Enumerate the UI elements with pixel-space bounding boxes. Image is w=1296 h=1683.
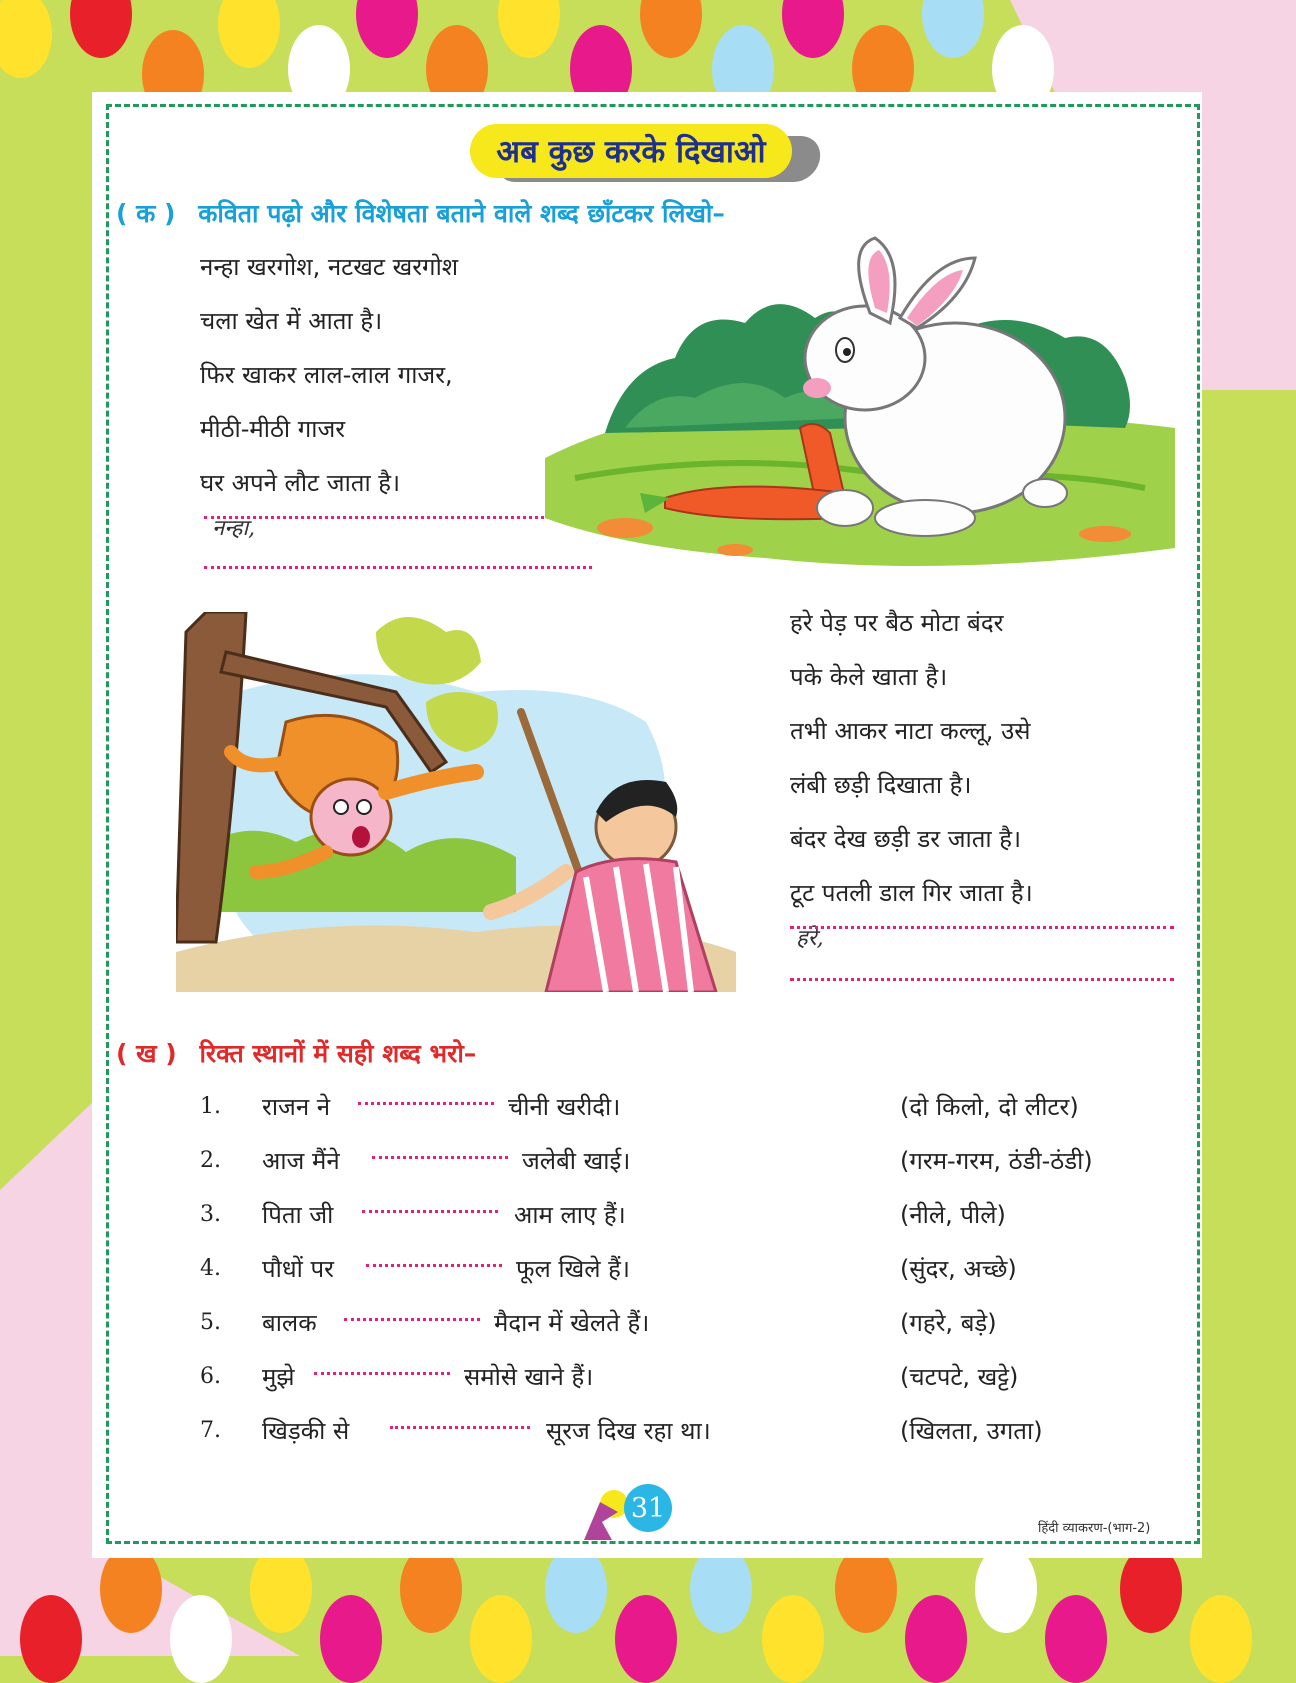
- poem2-line: हरे पेड़ पर बैठ मोटा बंदर: [790, 609, 1004, 637]
- page-number: 31: [624, 1484, 672, 1532]
- item-text-before: पौधों पर: [262, 1255, 334, 1283]
- fill-blank-item: [0, 1360, 1296, 1400]
- item-number: 3.: [200, 1202, 221, 1227]
- poem1-line: मीठी-मीठी गाजर: [200, 415, 346, 443]
- poem1-line: घर अपने लौट जाता है।: [200, 469, 401, 497]
- poem1-line: चला खेत में आता है।: [200, 307, 383, 335]
- item-number: 2.: [200, 1148, 221, 1173]
- poem2-line: लंबी छड़ी दिखाता है।: [790, 771, 972, 799]
- item-options: (गरम-गरम, ठंडी-ठंडी): [900, 1147, 1093, 1175]
- item-options: (सुंदर, अच्छे): [900, 1255, 1017, 1283]
- poem1-line: फिर खाकर लाल-लाल गाजर,: [200, 361, 453, 389]
- answer-blank[interactable]: [344, 1306, 480, 1321]
- item-text-after: जलेबी खाई।: [522, 1147, 631, 1175]
- fill-blank-item: [0, 1198, 1296, 1238]
- item-number: 6.: [200, 1364, 221, 1389]
- item-text-after: फूल खिले हैं।: [516, 1255, 630, 1283]
- item-text-after: सूरज दिख रहा था।: [546, 1417, 711, 1445]
- poem2-line: बंदर देख छड़ी डर जाता है।: [790, 825, 1022, 853]
- item-text-before: आज मैंने: [262, 1147, 340, 1175]
- item-number: 5.: [200, 1310, 221, 1335]
- item-options: (खिलता, उगता): [900, 1417, 1043, 1445]
- monkey-illustration: [176, 612, 736, 992]
- fill-blank-item: [0, 1090, 1296, 1130]
- poem2-line: तभी आकर नाटा कल्लू, उसे: [790, 717, 1031, 745]
- fill-blank-item: [0, 1252, 1296, 1292]
- item-number: 4.: [200, 1256, 221, 1281]
- item-text-before: पिता जी: [262, 1201, 334, 1229]
- item-text-after: मैदान में खेलते हैं।: [494, 1309, 650, 1337]
- item-text-after: समोसे खाने हैं।: [464, 1363, 594, 1391]
- section-kha-tag: ( ख ): [116, 1039, 177, 1068]
- poem2-line: पके केले खाता है।: [790, 663, 948, 691]
- poem2-answer-line-2[interactable]: [790, 978, 1174, 981]
- decorative-dots-top: [0, 0, 1296, 70]
- item-text-before: राजन ने: [262, 1093, 331, 1121]
- poem2-answer-line-1[interactable]: [790, 926, 1174, 929]
- poem2-answer-example: हरे,: [796, 926, 824, 951]
- item-text-before: बालक: [262, 1309, 317, 1337]
- item-options: (दो किलो, दो लीटर): [900, 1093, 1079, 1121]
- item-options: (गहरे, बड़े): [900, 1309, 997, 1337]
- poem2-line: टूट पतली डाल गिर जाता है।: [790, 879, 1033, 907]
- section-ka-instruction: कविता पढ़ो और विशेषता बताने वाले शब्द छाँटकर लिखो–: [198, 199, 725, 228]
- poem1-answer-line-2[interactable]: [204, 566, 592, 569]
- section-ka-tag: ( क ): [116, 199, 176, 228]
- fill-blank-item: [0, 1144, 1296, 1184]
- decorative-dots-bottom: [0, 1555, 1296, 1655]
- item-text-after: आम लाए हैं।: [514, 1201, 626, 1229]
- item-options: (चटपटे, खट्टे): [900, 1363, 1019, 1391]
- answer-blank[interactable]: [362, 1198, 498, 1213]
- poem1-answer-line-1[interactable]: [204, 516, 592, 519]
- item-number: 7.: [200, 1418, 221, 1443]
- answer-blank[interactable]: [366, 1252, 502, 1267]
- title-banner: [470, 124, 830, 182]
- book-title: हिंदी व्याकरण-(भाग-2): [1038, 1521, 1151, 1536]
- fill-blank-item: [0, 1414, 1296, 1454]
- answer-blank[interactable]: [390, 1414, 530, 1429]
- item-text-before: मुझे: [262, 1363, 295, 1391]
- section-ka-heading: [116, 196, 725, 230]
- page-title: अब कुछ करके दिखाओ: [470, 124, 792, 178]
- answer-blank[interactable]: [314, 1360, 450, 1375]
- fill-blank-item: [0, 1306, 1296, 1346]
- rabbit-illustration: [545, 228, 1175, 580]
- section-kha-heading: [116, 1036, 476, 1070]
- item-options: (नीले, पीले): [900, 1201, 1006, 1229]
- answer-blank[interactable]: [358, 1090, 494, 1105]
- section-kha-instruction: रिक्त स्थानों में सही शब्द भरो–: [199, 1039, 477, 1068]
- poem1-answer-example: नन्हा,: [212, 516, 256, 541]
- item-text-after: चीनी खरीदी।: [508, 1093, 621, 1121]
- item-number: 1.: [200, 1094, 221, 1119]
- answer-blank[interactable]: [372, 1144, 508, 1159]
- item-text-before: खिड़की से: [262, 1417, 350, 1445]
- poem1-line: नन्हा खरगोश, नटखट खरगोश: [200, 253, 459, 281]
